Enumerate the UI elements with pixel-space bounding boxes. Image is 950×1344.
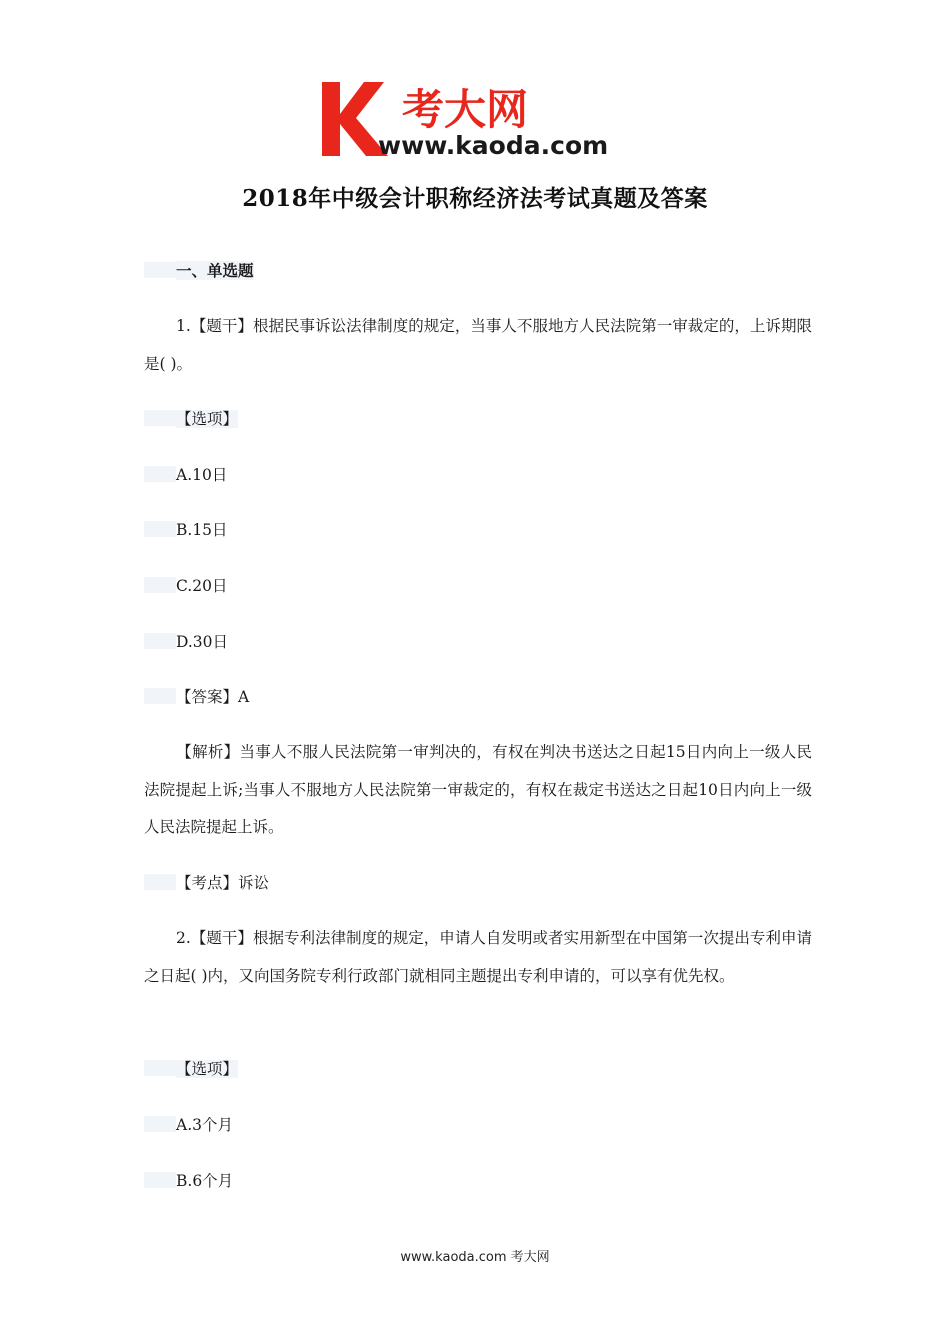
section-heading: 一、单选题	[144, 261, 254, 281]
question-2-option-a: A.3个月	[144, 1115, 233, 1135]
logo-cn-name: 考大网	[402, 85, 529, 134]
logo-url: www.kaoda.com	[378, 131, 609, 160]
question-1-answer: 【答案】A	[144, 687, 249, 707]
question-1-option-b: B.15日	[144, 520, 228, 540]
question-1-option-c: C.20日	[144, 576, 227, 596]
site-logo	[318, 78, 638, 160]
page-footer: www.kaoda.com 考大网	[400, 1250, 550, 1265]
question-2-option-b: B.6个月	[144, 1171, 233, 1191]
question-2-options-label: 【选项】	[144, 1059, 238, 1079]
question-1-analysis: 【解析】当事人不服人民法院第一审判决的，有权在判决书送达之日起15日内向上一级人民法院提起上诉;当事人不服地方人民法院第一审裁定的，有权在裁定书送达之日起10日内向上一级人民法院提起上诉。	[144, 743, 812, 836]
kaoda-logo-mark	[318, 78, 638, 160]
question-2-stem: 2.【题干】根据专利法律制度的规定，申请人自发明或者实用新型在中国第一次提出专利申请之日起( )内，又向国务院专利行政部门就相同主题提出专利申请的，可以享有优先权。	[144, 929, 812, 985]
question-1-stem: 1.【题干】根据民事诉讼法律制度的规定，当事人不服地方人民法院第一审裁定的，上诉期限是( )。	[144, 317, 812, 373]
question-1-point: 【考点】诉讼	[144, 873, 269, 893]
question-1-option-a: A.10日	[144, 465, 227, 485]
document-title: 2018年中级会计职称经济法考试真题及答案	[242, 185, 708, 212]
question-1-option-d: D.30日	[144, 632, 228, 652]
question-1-options-label: 【选项】	[144, 409, 238, 429]
